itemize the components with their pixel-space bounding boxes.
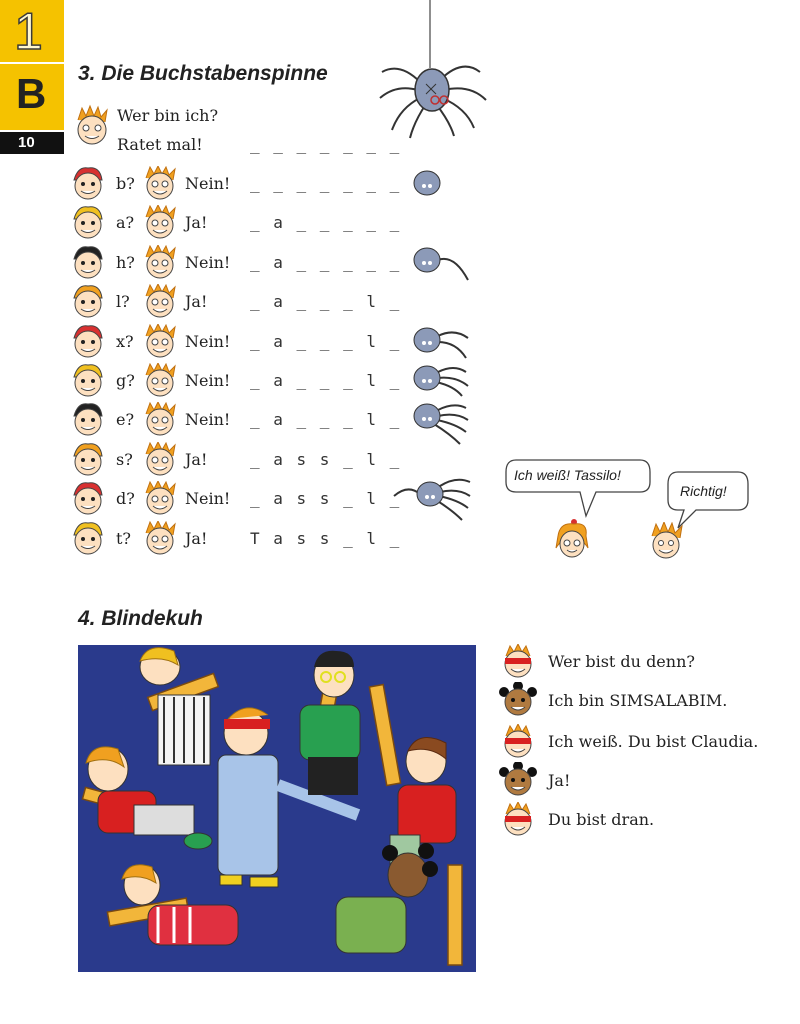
dark-girl-face-icon — [498, 762, 538, 796]
unit-number: 1 — [14, 3, 43, 61]
intro-question: Wer bin ich? — [117, 106, 219, 125]
exercise-4-title: 4. Blindekuh — [78, 607, 203, 630]
row-pattern: _ a _ _ _ l _ — [250, 371, 402, 390]
guesser-face-icon — [70, 521, 106, 555]
row-pattern: _ a s s _ l _ — [250, 450, 402, 469]
tassilo-face-icon — [142, 324, 178, 358]
bubble-right-text: Richtig! — [680, 483, 727, 499]
page-number: 10 — [18, 134, 35, 151]
spider-stage-1-icon — [410, 168, 444, 198]
row-pattern: _ _ _ _ _ _ _ — [250, 174, 402, 193]
row-pattern: _ a _ _ _ l _ — [250, 410, 402, 429]
tassilo-face-icon — [142, 442, 178, 476]
dialog-line-2: Ich bin SIMSALABIM. — [548, 691, 728, 710]
section-letter: B — [16, 70, 47, 117]
row-pattern: _ a _ _ _ _ _ — [250, 253, 402, 272]
row-guess: t? — [116, 529, 132, 548]
blindfold-boy-face-icon — [500, 724, 536, 758]
spider-stage-3-icon — [410, 324, 472, 364]
row-pattern: _ a _ _ _ l _ — [250, 292, 402, 311]
row-guess: s? — [116, 450, 133, 469]
row-guess: d? — [116, 489, 135, 508]
row-answer: Nein! — [185, 253, 231, 272]
guesser-face-icon — [70, 442, 106, 476]
row-answer: Nein! — [185, 410, 231, 429]
intro-prompt: Ratet mal! — [117, 135, 203, 154]
row-answer: Ja! — [185, 213, 208, 232]
row-pattern: _ a _ _ _ _ _ — [250, 213, 402, 232]
row-guess: h? — [116, 253, 135, 272]
section-tab — [0, 64, 64, 130]
dialog-line-1: Wer bist du denn? — [548, 652, 695, 671]
big-spider-icon — [378, 0, 498, 140]
row-answer: Nein! — [185, 371, 231, 390]
guesser-face-icon — [70, 363, 106, 397]
row-answer: Ja! — [185, 450, 208, 469]
dark-girl-face-icon — [498, 682, 538, 716]
tassilo-face-icon — [142, 284, 178, 318]
row-guess: a? — [116, 213, 135, 232]
spider-stage-2-icon — [410, 244, 472, 284]
row-guess: b? — [116, 174, 135, 193]
bubble-left-text: Ich weiß! Tassilo! — [514, 467, 621, 483]
row-answer: Nein! — [185, 174, 231, 193]
guesser-face-icon — [70, 402, 106, 436]
guesser-face-icon — [70, 481, 106, 515]
exercise-3-title: 3. Die Buchstabenspinne — [78, 62, 328, 85]
row-pattern: _ a s s _ l _ — [250, 489, 402, 508]
blindekuh-illustration — [78, 645, 476, 972]
row-pattern: _ a _ _ _ l _ — [250, 332, 402, 351]
row-guess: x? — [116, 332, 134, 351]
guesser-face-icon — [70, 284, 106, 318]
tassilo-face-icon — [72, 104, 112, 146]
dialog-line-4: Ja! — [548, 771, 571, 790]
intro-pattern: _ _ _ _ _ _ _ — [250, 135, 402, 154]
tassilo-face-icon — [142, 363, 178, 397]
tassilo-face-icon — [142, 481, 178, 515]
row-guess: g? — [116, 371, 135, 390]
unit-number-tab — [0, 0, 64, 62]
tassilo-face-icon — [142, 166, 178, 200]
spider-stage-6-icon — [392, 474, 474, 522]
tassilo-face-icon — [142, 521, 178, 555]
dialog-line-3: Ich weiß. Du bist Claudia. — [548, 732, 759, 751]
tassilo-face-icon — [142, 402, 178, 436]
tassilo-face-icon — [142, 245, 178, 279]
row-guess: l? — [116, 292, 130, 311]
guesser-face-icon — [70, 205, 106, 239]
speech-bubble-left — [504, 458, 652, 520]
row-answer: Ja! — [185, 292, 208, 311]
spider-stage-5-icon — [410, 400, 472, 446]
row-answer: Nein! — [185, 332, 231, 351]
blindfold-boy-face-icon — [500, 644, 536, 678]
row-answer: Nein! — [185, 489, 231, 508]
spider-stage-4-icon — [410, 362, 472, 400]
girl-face-icon — [552, 518, 592, 560]
tassilo-face-icon — [142, 205, 178, 239]
guesser-face-icon — [70, 166, 106, 200]
guesser-face-icon — [70, 245, 106, 279]
tassilo-answer-face-icon — [646, 522, 686, 560]
dialog-line-5: Du bist dran. — [548, 810, 655, 829]
page-number-tab — [0, 132, 64, 154]
row-pattern: T a s s _ l _ — [250, 529, 402, 548]
blindfold-boy-face-icon — [500, 802, 536, 836]
row-answer: Ja! — [185, 529, 208, 548]
guesser-face-icon — [70, 324, 106, 358]
row-guess: e? — [116, 410, 135, 429]
